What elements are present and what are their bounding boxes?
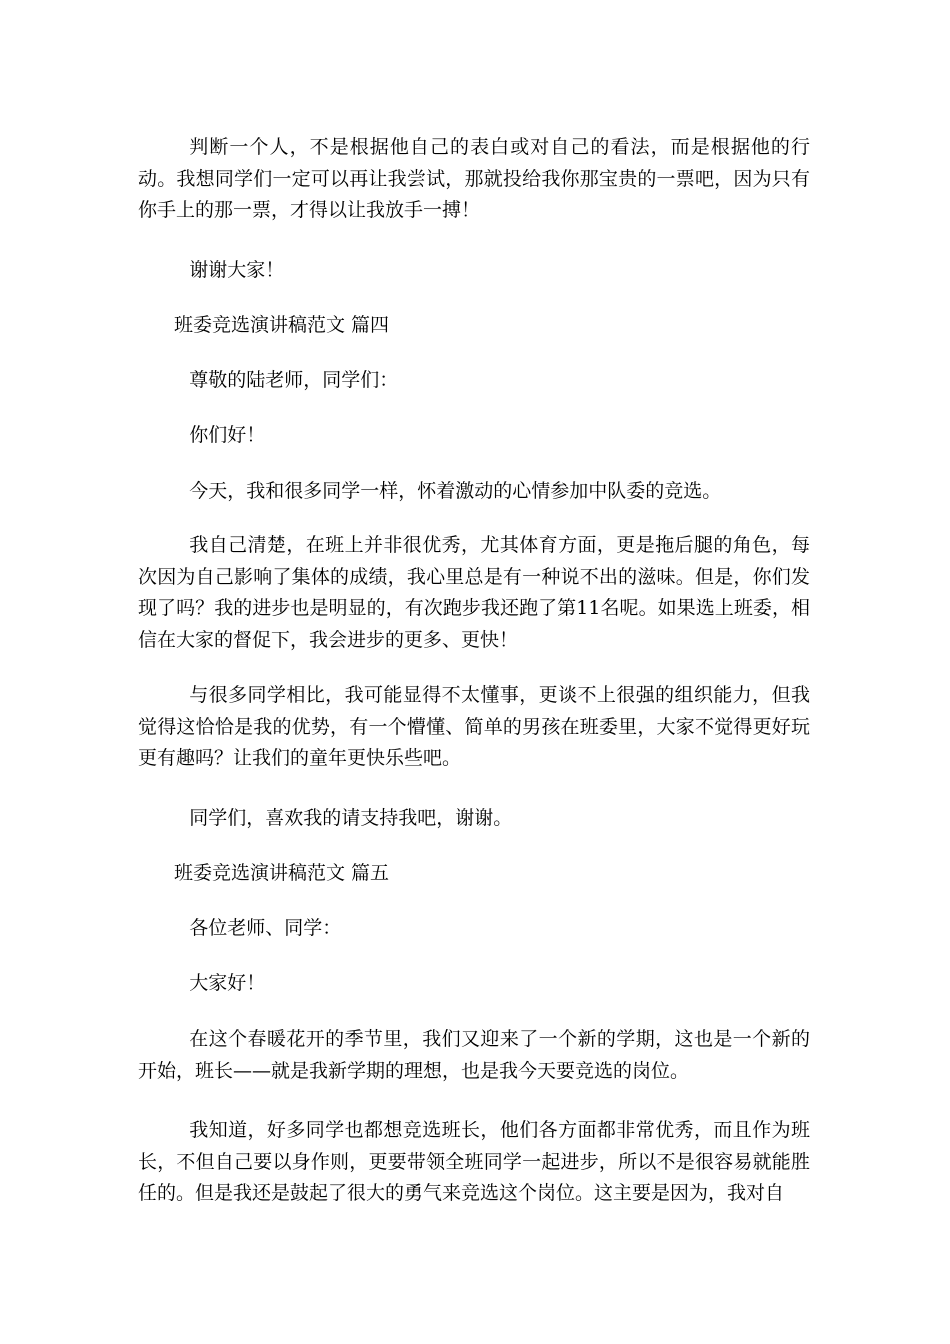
paragraph-self-aware: 我自己清楚，在班上并非很优秀，尤其体育方面，更是拖后腿的角色，每次因为自己影响了集体的成绩，我心里总是有一种说不出的滋味。但是，你们发现了吗？我的进步也是明显的，有次跑步我还跑了第11名呢。如果选上班委，相信在大家的督促下，我会进步的更多、更快！ [138, 534, 810, 651]
paragraph-support: 同学们，喜欢我的请支持我吧，谢谢。 [189, 807, 513, 829]
paragraph-judge-person: 判断一个人，不是根据他自己的表白或对自己的看法，而是根据他的行动。我想同学们一定可以再让我尝试，那就投给我你那宝贵的一票吧，因为只有你手上的那一票，才得以让我放手一搏！ [138, 136, 810, 221]
paragraph-greeting-teacher: 尊敬的陆老师，同学们： [189, 369, 399, 391]
paragraph-hello: 你们好！ [189, 424, 266, 446]
paragraph-greeting-all: 各位老师、同学： [189, 917, 342, 939]
section-heading-4: 班委竞选演讲稿范文 篇四 [174, 314, 390, 336]
paragraph-i-know: 我知道，好多同学也都想竞选班长，他们各方面都非常优秀，而且作为班长，不但自己要以身作则，更要带领全班同学一起进步，所以不是很容易就能胜任的。但是我还是鼓起了很大的勇气来竞选这个岗位。这主要是因为，我对自 [138, 1119, 810, 1204]
paragraph-today: 今天，我和很多同学一样，怀着激动的心情参加中队委的竞选。 [189, 480, 722, 502]
paragraph-thanks-all: 谢谢大家！ [189, 259, 285, 281]
paragraph-spring: 在这个春暖花开的季节里，我们又迎来了一个新的学期，这也是一个新的开始，班长——就是我新学期的理想，也是我今天要竞选的岗位。 [138, 1028, 810, 1082]
section-heading-5: 班委竞选演讲稿范文 篇五 [174, 862, 390, 884]
paragraph-compare: 与很多同学相比，我可能显得不太懂事，更谈不上很强的组织能力，但我觉得这恰恰是我的优势，有一个懵懂、简单的男孩在班委里，大家不觉得更好玩更有趣吗？让我们的童年更快乐些吧。 [138, 684, 810, 769]
paragraph-hello-all: 大家好！ [189, 972, 266, 994]
